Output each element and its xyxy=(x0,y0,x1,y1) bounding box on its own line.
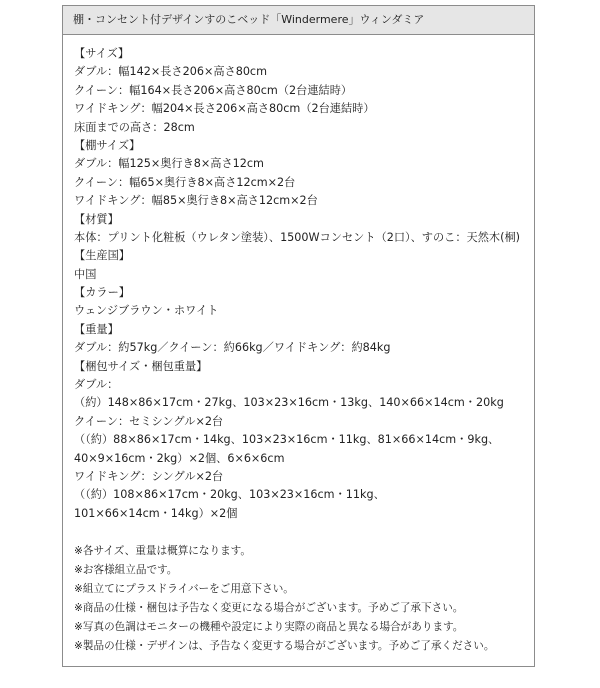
spec-line: ウェンジブラウン・ホワイト xyxy=(74,304,219,318)
spec-heading-weight: 【重量】 xyxy=(74,322,119,336)
spec-heading-size: 【サイズ】 xyxy=(74,47,130,60)
note-line: ※各サイズ、重量は概算になります。 xyxy=(74,544,251,557)
spec-line: ダブル：幅142×長さ206×高さ80cm xyxy=(74,65,267,79)
spec-heading-origin: 【生産国】 xyxy=(74,249,130,263)
spec-line: ワイドキング：シングル×2台 xyxy=(74,469,224,483)
spec-heading-color: 【カラー】 xyxy=(74,286,130,300)
spec-body xyxy=(63,35,534,656)
spec-line: クイーン：セミシングル×2台 xyxy=(74,414,224,428)
note-line: ※商品の仕様・梱包は予告なく変更になる場合がございます。予めご了承下さい。 xyxy=(74,601,464,614)
spacer xyxy=(74,523,534,541)
note-line: ※組立てにプラスドライバーをご用意下さい。 xyxy=(74,582,294,595)
product-title: 棚・コンセント付デザインすのこベッド「Windermere」ウィンダミア xyxy=(63,6,534,35)
spec-line: 101×66×14cm・14kg）×2個 xyxy=(74,506,238,520)
spec-line: クイーン：幅65×奥行き8×高さ12cm×2台 xyxy=(74,175,296,189)
spec-line: ワイドキング：幅204×長さ206×高さ80cm（2台連結時） xyxy=(74,102,375,116)
spec-line: （（約）88×86×17cm・14kg、103×23×16cm・11kg、81×66×14cm・9kg、 xyxy=(74,433,500,447)
spec-heading-shelf-size: 【棚サイズ】 xyxy=(74,138,141,152)
spec-line: 40×9×16cm・2kg）×2個、6×6×6cm xyxy=(74,451,285,465)
spec-line: （（約）108×86×17cm・20kg、103×23×16cm・11kg、 xyxy=(74,488,385,502)
note-line: ※写真の色調はモニターの機種や設定により実際の商品と異なる場合があります。 xyxy=(74,620,464,633)
spec-line: ダブル：約57kg／クイーン：約66kg／ワイドキング：約84kg xyxy=(74,341,391,355)
note-line: ※製品の仕様・デザインは、予告なく変更する場合がございます。予めご了承ください。 xyxy=(74,639,495,652)
spec-line: ワイドキング：幅85×奥行き8×高さ12cm×2台 xyxy=(74,194,318,208)
spec-line: 床面までの高さ：28cm xyxy=(74,120,195,134)
spec-panel xyxy=(62,5,535,667)
spec-line: （約）148×86×17cm・27kg、103×23×16cm・13kg、140×66×14cm・20kg xyxy=(74,396,504,410)
spec-line: 本体：プリント化粧板（ウレタン塗装）、1500Wコンセント（2口）、すのこ：天然木(桐) xyxy=(74,230,521,244)
spec-line: 中国 xyxy=(74,267,97,281)
spec-line: ダブル：幅125×奥行き8×高さ12cm xyxy=(74,157,264,171)
note-line: ※お客様組立品です。 xyxy=(74,563,178,576)
spec-line: クイーン：幅164×長さ206×高さ80cm（2台連結時） xyxy=(74,83,353,97)
spec-heading-package: 【梱包サイズ・梱包重量】 xyxy=(74,359,208,373)
spec-heading-material: 【材質】 xyxy=(74,212,119,226)
spec-line: ダブル： xyxy=(74,378,119,392)
